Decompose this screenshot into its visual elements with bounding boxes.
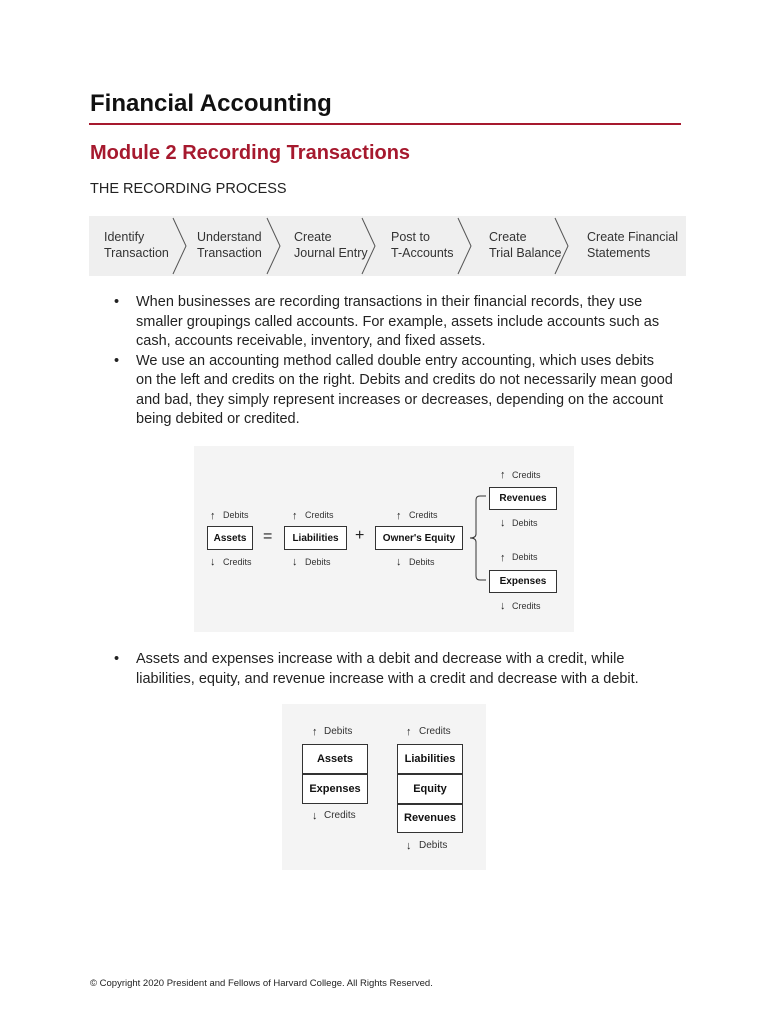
- revenues-box: Revenues: [397, 804, 463, 833]
- brace-icon: [468, 490, 488, 586]
- module-heading: Module 2 Recording Transactions: [90, 142, 411, 164]
- bullet-list: [114, 650, 674, 689]
- bullet-item: • Assets and expenses increase with a debit and decrease with a credit, while liabilities, equity, and revenue increase with a credit and decrease with a debit.: [114, 650, 674, 689]
- process-step-post: Post to T-Accounts: [391, 230, 454, 260]
- accounting-equation-diagram: ↑ Debits Assets ↓ Credits = ↑ Credits Liabilities ↓ Debits + ↑ Credits Owner's Equity ↓ Debits ↑ Credits Revenues ↓ Debits ↑ Debits Expenses ↓ Credits: [194, 446, 574, 632]
- process-step-statements: Create Financial Statements: [587, 230, 679, 260]
- assets-box: Assets: [302, 744, 368, 774]
- down-arrow-icon: ↓: [292, 556, 298, 568]
- bullet-list: [114, 293, 674, 430]
- down-arrow-icon: ↓: [312, 810, 318, 822]
- process-step-trial-balance: Create Trial Balance: [489, 230, 562, 260]
- process-step-journal: Create Journal Entry: [294, 230, 368, 260]
- down-arrow-icon: ↓: [406, 840, 412, 852]
- down-arrow-icon: ↓: [396, 556, 402, 568]
- equity-box: Equity: [397, 774, 463, 804]
- down-arrow-icon: ↓: [500, 517, 506, 529]
- process-step-identify: Identify Transaction: [104, 230, 169, 260]
- up-arrow-icon: ↑: [312, 726, 318, 738]
- process-step-understand: Understand Transaction: [197, 230, 262, 260]
- bullet-item: • When businesses are recording transactions in their financial records, they use smaller groupings called accounts. For example, assets include accounts such as cash, accounts receivable, inventory, and fixed assets.: [114, 293, 674, 352]
- up-arrow-icon: ↑: [406, 726, 412, 738]
- up-arrow-icon: ↑: [396, 510, 402, 522]
- bullet-item: • We use an accounting method called double entry accounting, which uses debits on the left and credits on the right. Debits and credits do not necessarily mean good and bad, they simply represent increases or decreases, depending on the account being debited or credited.: [114, 352, 674, 430]
- section-heading: THE RECORDING PROCESS: [90, 181, 287, 197]
- up-arrow-icon: ↑: [210, 510, 216, 522]
- down-arrow-icon: ↓: [210, 556, 216, 568]
- owners-equity-box: Owner's Equity: [375, 526, 463, 550]
- assets-box: Assets: [207, 526, 253, 550]
- copyright-footer: © Copyright 2020 President and Fellows of Harvard College. All Rights Reserved.: [90, 978, 433, 989]
- down-arrow-icon: ↓: [500, 600, 506, 612]
- liabilities-box: Liabilities: [397, 744, 463, 774]
- title-divider: [89, 123, 681, 125]
- plus-sign: +: [355, 527, 365, 544]
- debit-credit-summary-diagram: ↑ Debits Assets Expenses ↓ Credits ↑ Credits Liabilities Equity Revenues ↓ Debits: [282, 704, 486, 870]
- up-arrow-icon: ↑: [500, 469, 506, 481]
- revenues-box: Revenues: [489, 487, 557, 510]
- up-arrow-icon: ↑: [500, 552, 506, 564]
- expenses-box: Expenses: [302, 774, 368, 804]
- page-title: Financial Accounting: [90, 90, 332, 117]
- up-arrow-icon: ↑: [292, 510, 298, 522]
- recording-process-flow: [89, 216, 686, 276]
- equals-sign: =: [263, 528, 273, 545]
- liabilities-box: Liabilities: [284, 526, 347, 550]
- expenses-box: Expenses: [489, 570, 557, 593]
